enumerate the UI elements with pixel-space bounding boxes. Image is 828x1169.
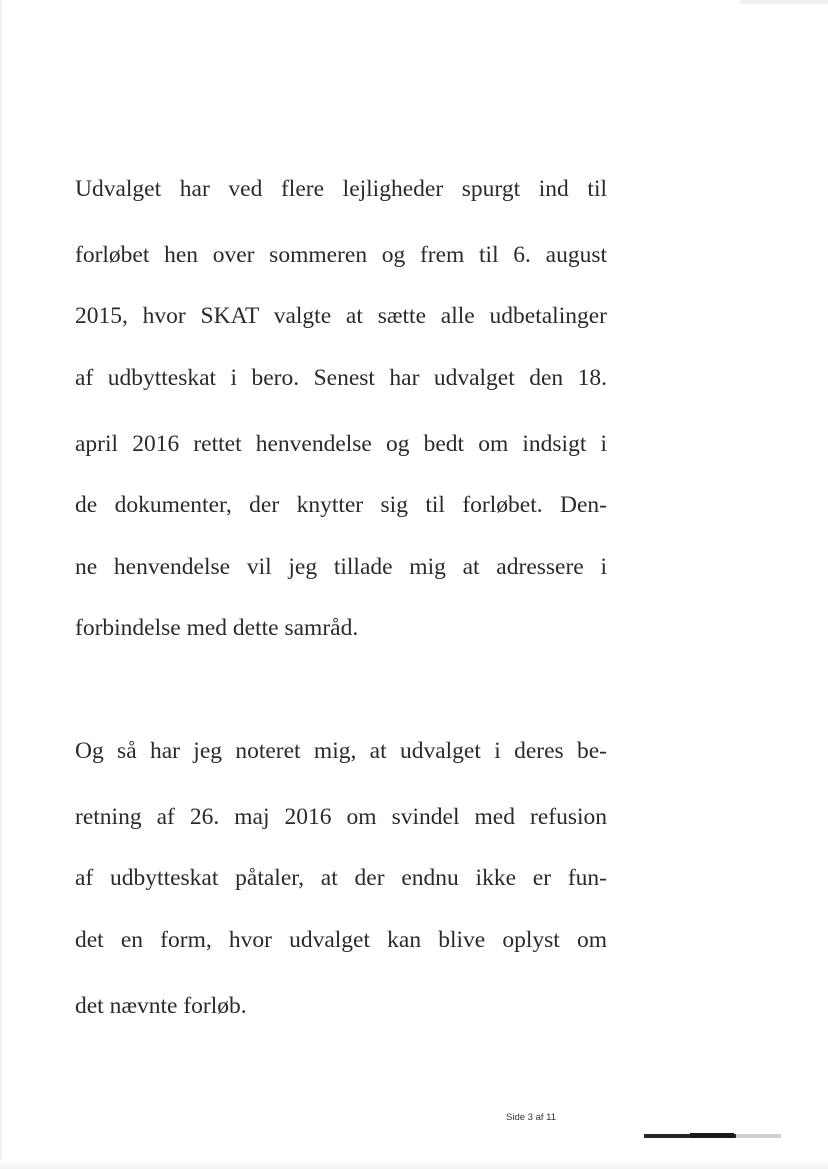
paragraph-2-line: af udbytteskat påtaler, at der endnu ikke er fun- <box>75 865 607 891</box>
paragraph-1-line: 2015, hvor SKAT valgte at sætte alle udbetalinger <box>75 303 607 329</box>
scan-edge <box>0 0 3 1169</box>
paragraph-2-line: det nævnte forløb. <box>75 993 247 1019</box>
paragraph-1-line: ne henvendelse vil jeg tillade mig at adressere i <box>75 554 607 580</box>
scan-edge-bottom <box>0 1160 828 1169</box>
paragraph-1-line: Udvalget har ved flere lejligheder spurgt ind til <box>75 176 607 202</box>
paragraph-2-line: Og så har jeg noteret mig, at udvalget i deres be- <box>75 738 607 764</box>
paragraph-1-line: forbindelse med dette samråd. <box>75 615 359 641</box>
paragraph-2-line: retning af 26. maj 2016 om svindel med refusion <box>75 804 607 830</box>
footer-rule-light <box>736 1134 781 1138</box>
footer-rule-accent <box>690 1133 734 1138</box>
paragraph-2-line: det en form, hvor udvalget kan blive oplyst om <box>75 927 607 953</box>
page-number: Side 3 af 11 <box>506 1112 557 1123</box>
paragraph-1-line: de dokumenter, der knytter sig til forløbet. Den- <box>75 492 607 518</box>
paragraph-1-line: af udbytteskat i bero. Senest har udvalget den 18. <box>75 365 607 391</box>
paragraph-1-line: april 2016 rettet henvendelse og bedt om indsigt i <box>75 431 607 457</box>
paragraph-1-line: forløbet hen over sommeren og frem til 6. august <box>75 242 607 268</box>
scan-edge-top <box>740 0 828 4</box>
